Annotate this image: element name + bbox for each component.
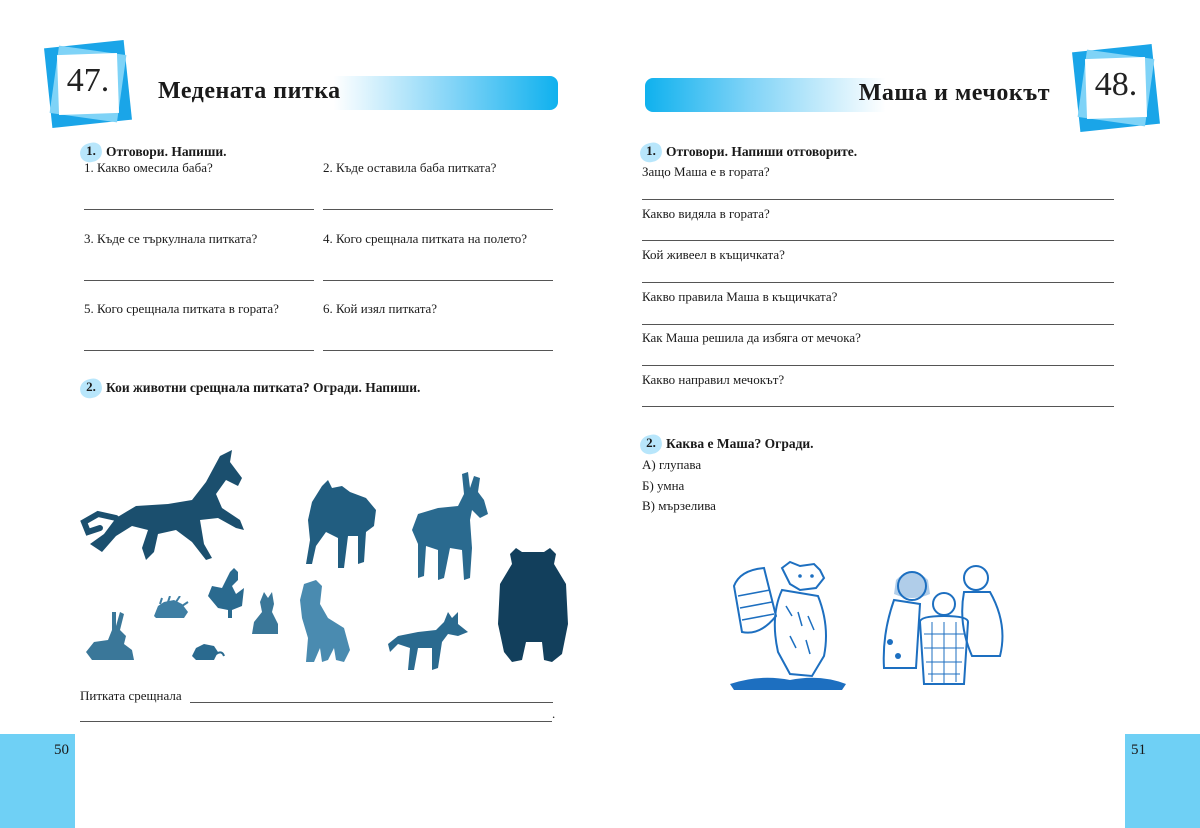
title-bar: [645, 78, 1060, 112]
question: Защо Маша е в гората?: [642, 164, 770, 179]
bear-image[interactable]: [496, 544, 570, 666]
page-number: 51: [1131, 742, 1146, 758]
fox-image[interactable]: [388, 608, 470, 676]
lesson-number-badge: [48, 44, 128, 124]
exercise-2-heading: [640, 434, 814, 454]
answer-line[interactable]: [642, 282, 1114, 283]
answer-line[interactable]: [84, 350, 314, 351]
page-number-tab: [1125, 734, 1200, 828]
answer-option[interactable]: В) мързелива: [642, 498, 716, 513]
answer-line[interactable]: [323, 350, 553, 351]
question: Кой живеел в къщичката?: [642, 247, 785, 262]
question: Как Маша решила да избяга от мечока?: [642, 330, 861, 345]
exercise-instruction: Отговори. Напиши отговорите.: [666, 144, 858, 159]
right-page: [600, 0, 1200, 828]
exercise-instruction: Отговори. Напиши.: [106, 144, 227, 159]
exercise-instruction: Каква е Маша? Огради.: [666, 436, 814, 451]
bear-with-basket-illustration: [720, 556, 850, 692]
dog-image[interactable]: [294, 578, 354, 664]
exercise-1-heading: [640, 142, 857, 162]
page-number: 50: [54, 742, 69, 758]
answer-line[interactable]: [642, 240, 1114, 241]
answer-option[interactable]: Б) умна: [642, 478, 685, 493]
exercise-2-heading: [80, 378, 420, 398]
question: Какво правила Маша в къщичката?: [642, 289, 838, 304]
question: Какво направил мечокът?: [642, 372, 785, 387]
question: Какво видяла в гората?: [642, 206, 770, 221]
question: 5. Кого срещнала питката в гората?: [84, 301, 279, 316]
page-title: Медената питка: [158, 78, 341, 104]
title-bar: [150, 76, 558, 110]
exercise-number-badge: 2.: [80, 378, 102, 398]
donkey-image[interactable]: [408, 470, 502, 588]
lesson-number: 48.: [1094, 66, 1138, 103]
answer-line[interactable]: [323, 280, 553, 281]
answer-line[interactable]: [323, 209, 553, 210]
mouse-image[interactable]: [188, 640, 226, 664]
question: 3. Къде се търкулнала питката?: [84, 231, 258, 246]
page-title: Маша и мечокът: [858, 80, 1050, 106]
answer-line[interactable]: [84, 209, 314, 210]
answer-line[interactable]: [190, 702, 553, 703]
masha-grandparents-illustration: [876, 564, 1016, 690]
answer-line[interactable]: [642, 199, 1114, 200]
lesson-number: 47.: [66, 62, 110, 99]
question: 1. Какво омесила баба?: [84, 160, 213, 175]
exercise-number-badge: 1.: [80, 142, 102, 162]
question: 2. Къде оставила баба питката?: [323, 160, 497, 175]
exercise-number-badge: 1.: [640, 142, 662, 162]
rabbit-image[interactable]: [82, 610, 138, 662]
rooster-image[interactable]: [204, 566, 246, 620]
lesson-number-badge: [1076, 48, 1156, 128]
answer-line[interactable]: [80, 721, 552, 722]
exercise-instruction: Кои животни срещнала питката? Огради. Напиши.: [106, 380, 421, 395]
wolf-image[interactable]: [300, 476, 380, 576]
exercise-number-badge: 2.: [640, 434, 662, 454]
answer-line[interactable]: [642, 324, 1114, 325]
answer-option[interactable]: А) глупава: [642, 457, 702, 472]
answer-line[interactable]: [642, 406, 1114, 407]
cat-image[interactable]: [248, 590, 282, 636]
end-mark: .: [552, 706, 556, 721]
horse-image[interactable]: [80, 448, 250, 568]
page-number-tab: [0, 734, 75, 828]
exercise-1-heading: [80, 142, 227, 162]
answer-line[interactable]: [84, 280, 314, 281]
answer-line[interactable]: [642, 365, 1114, 366]
answer-prompt: Питката срещнала: [80, 688, 182, 703]
question: 6. Кой изял питката?: [323, 301, 438, 316]
question: 4. Кого срещнала питката на полето?: [323, 231, 527, 246]
hedgehog-image[interactable]: [150, 596, 190, 622]
